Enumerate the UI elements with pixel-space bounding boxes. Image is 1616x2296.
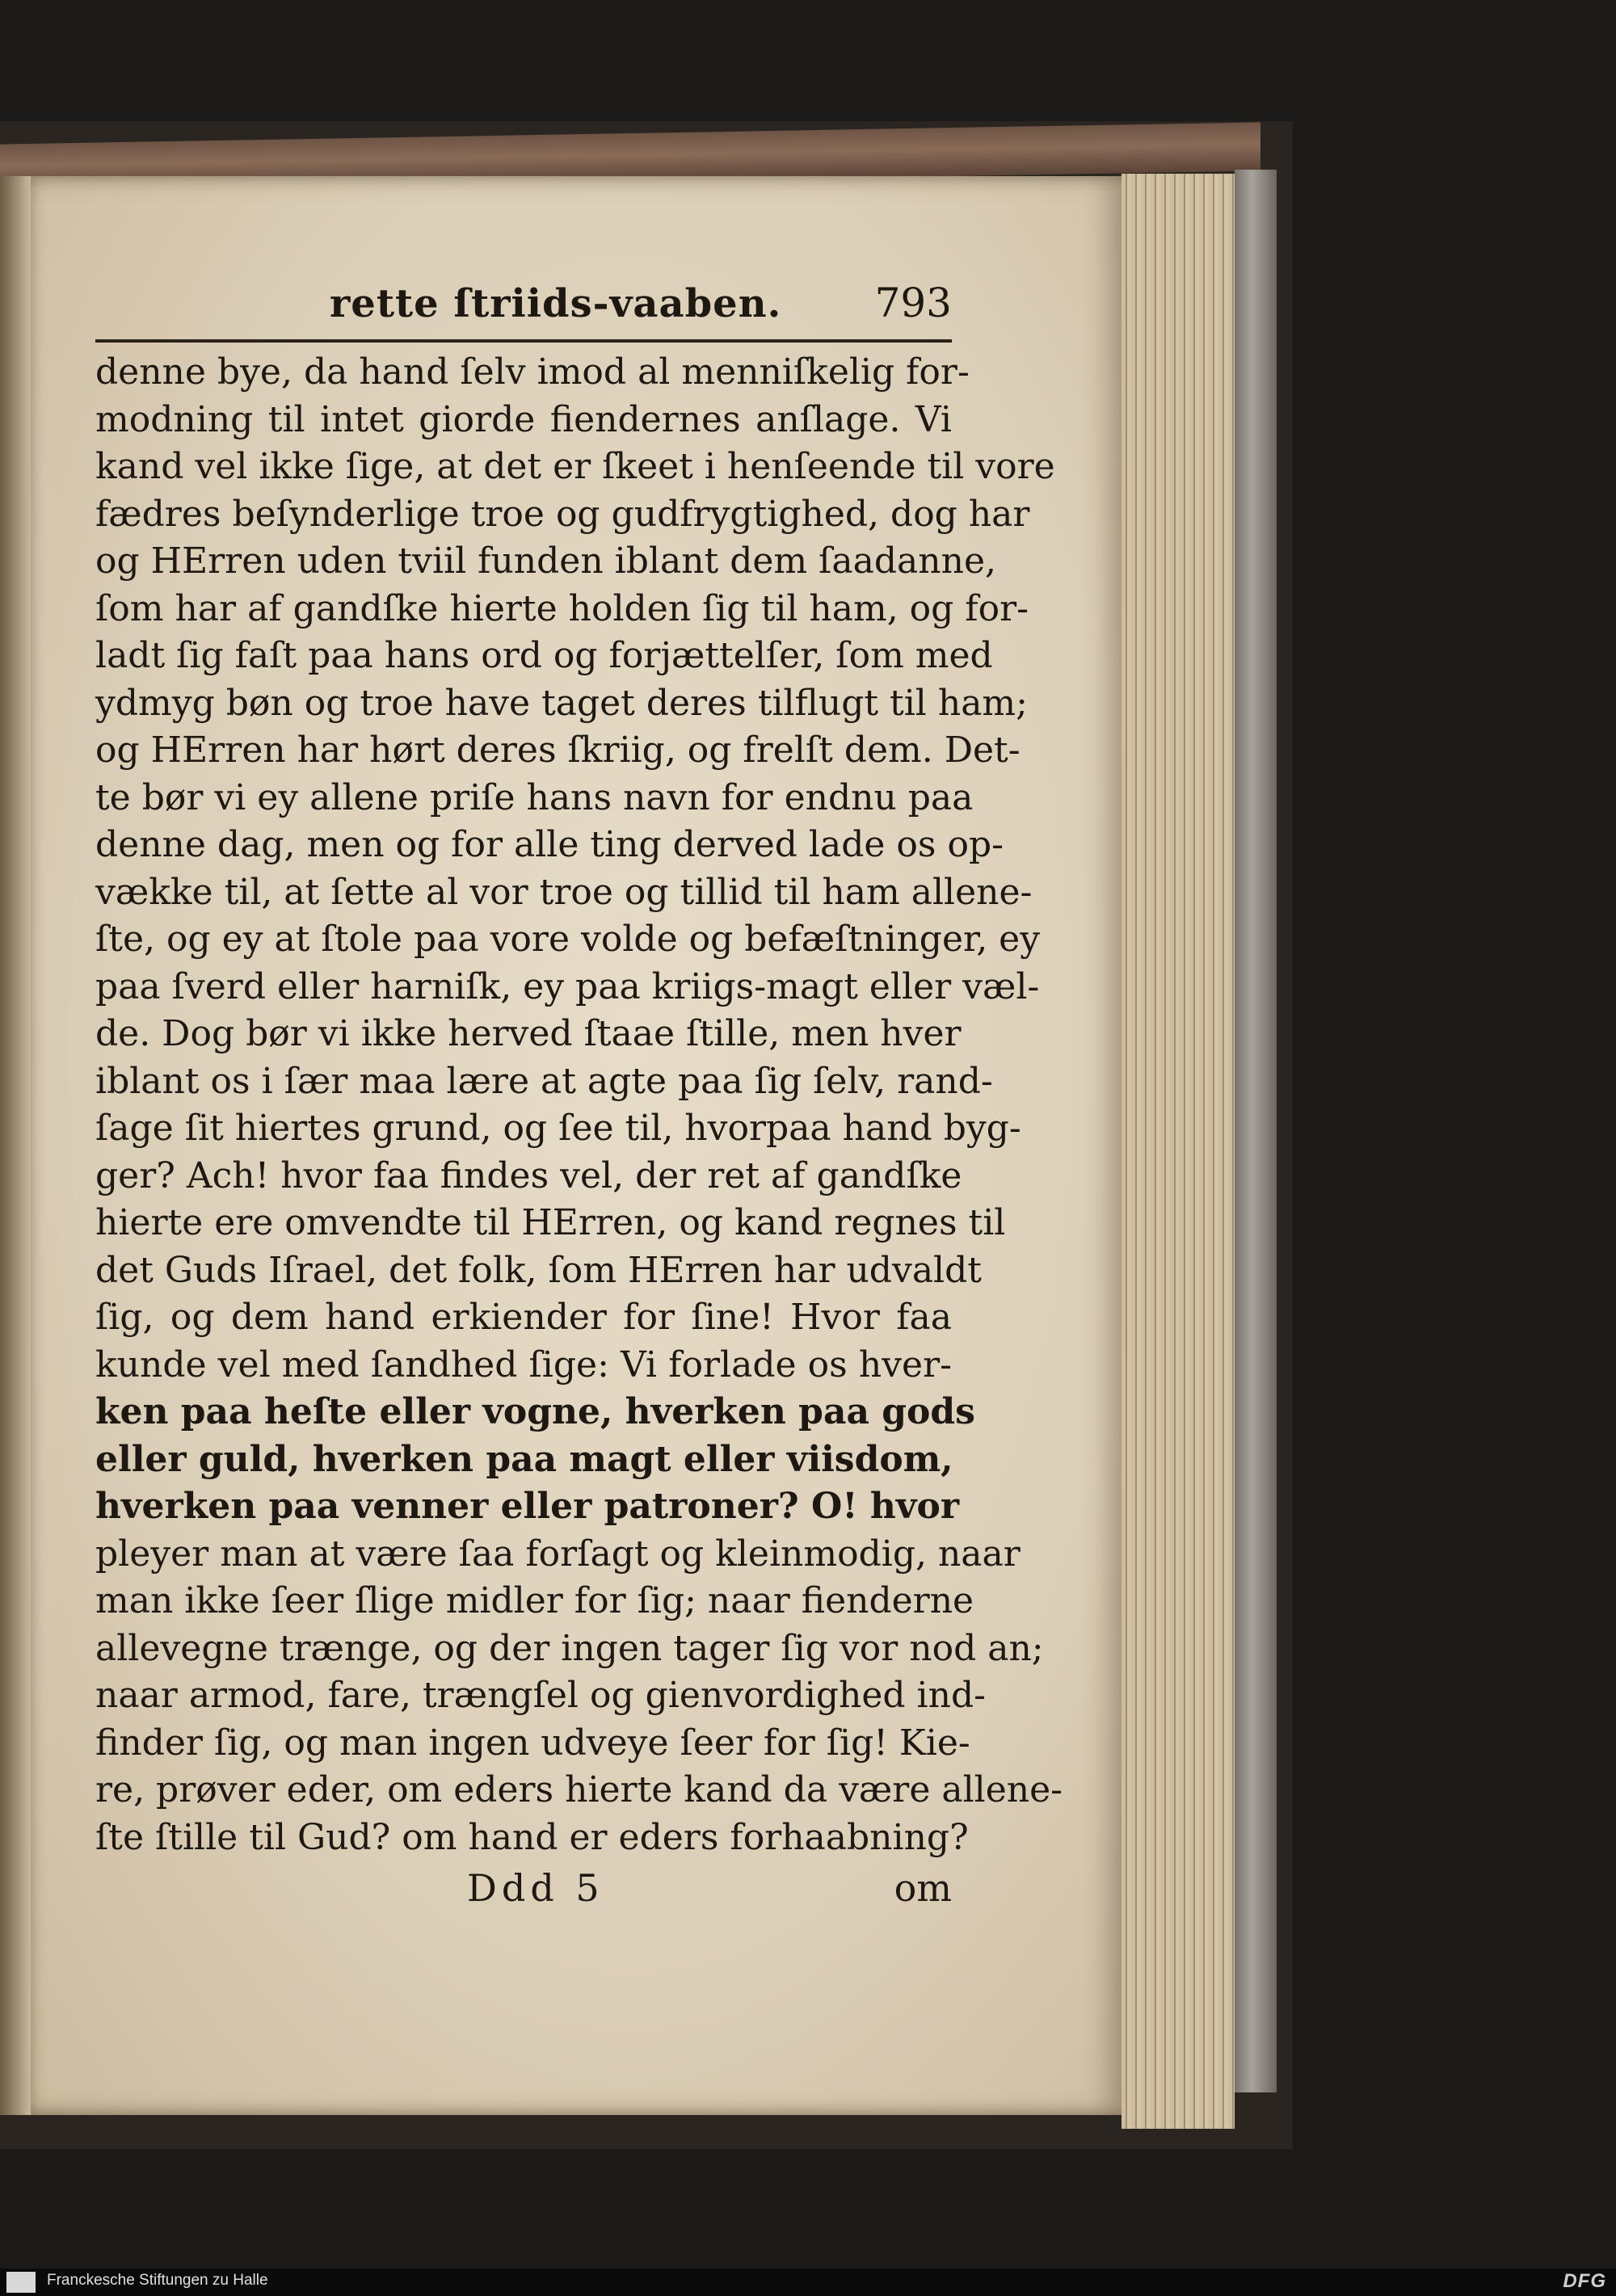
book-spine [1235, 170, 1277, 2092]
page-number: 793 [874, 280, 952, 326]
text-line: hierte ere omvendte til HErren, og kand regnes til [95, 1202, 1006, 1243]
running-head: rette ſtriids-vaaben. [330, 281, 782, 326]
text-line: re, prøver eder, om eders hierte kand da være allene- [95, 1769, 1063, 1810]
text-line: ydmyg bøn og troe have taget deres tilflugt til ham; [95, 682, 1028, 724]
dfg-logo: DFG [1563, 2270, 1606, 2292]
page-content [95, 275, 1063, 1920]
text-line: de. Dog bør vi ikke herved ſtaae ſtille, men hver [95, 1013, 962, 1054]
text-line-emphasis: hverken paa venner eller patroner? O! hvor [95, 1486, 960, 1527]
text-line: allevegne trænge, og der ingen tager ſig vor nod an; [95, 1627, 1044, 1669]
text-line: ſom har af gandſke hierte holden ſig til ham, og for- [95, 587, 1029, 629]
text-line: og HErren uden tviil funden iblant dem ſaadanne, [95, 540, 996, 582]
text-line: man ikke ſeer ſlige midler for ſig; naar fienderne [95, 1580, 974, 1621]
text-line: kand vel ikke ſige, at det er ſkeet i henſeende til vore [95, 446, 1055, 487]
text-line: naar armod, fare, trængſel og gienvordighed ind- [95, 1675, 986, 1716]
text-line: og HErren har hørt deres ſkriig, og frelſt dem. Det- [95, 730, 1021, 771]
text-line: ſte ſtille til Gud? om hand er eders forhaabning? [95, 1816, 969, 1858]
text-line-emphasis: eller guld, hverken paa magt eller viisdom, [95, 1438, 953, 1480]
text-line: ſig, og dem hand erkiender for ſine! Hvor faa [95, 1297, 952, 1338]
text-line: vække til, at ſette al vor troe og tillid til ham allene- [95, 871, 1033, 913]
text-line: fædres beſynderlige troe og gudfrygtighed, dog har [95, 493, 1030, 535]
page-footer [95, 1863, 952, 1920]
text-line: kunde vel med ſandhed ſige: Vi forlade os hver- [95, 1344, 952, 1386]
text-line-emphasis: ken paa heſte eller vogne, hverken paa gods [95, 1391, 975, 1432]
text-line: te bør vi ey allene priſe hans navn for endnu paa [95, 776, 974, 818]
page-gutter [0, 176, 31, 2115]
page-edges [1122, 174, 1235, 2129]
text-line: denne dag, men og for alle ting derved lade os op- [95, 824, 1004, 865]
text-line: modning til intet giorde fiendernes anſlage. Vi [95, 398, 952, 440]
text-line: ger? Ach! hvor faa findes vel, der ret af gandſke [95, 1154, 962, 1196]
text-line: iblant os i ſær maa lære at agte paa ſig ſelv, rand- [95, 1060, 993, 1102]
page-header [95, 275, 952, 343]
text-line: denne bye, da hand ſelv imod al menniſkelig for- [95, 351, 970, 393]
text-line: ſage ſit hiertes grund, og ſee til, hvorpaa hand byg- [95, 1108, 1021, 1149]
library-logo-icon [6, 2272, 36, 2293]
text-line: ſte, og ey at ſtole paa vore volde og befæſtninger, ey [95, 919, 1041, 960]
signature-mark: Ddd 5 [467, 1866, 604, 1910]
library-credit: Franckesche Stiftungen zu Halle [47, 2272, 268, 2289]
text-line: pleyer man at være ſaa forſagt og kleinmodig, naar [95, 1533, 1021, 1575]
text-line: finder ſig, og man ingen udveye ſeer for ſig! Kie- [95, 1722, 970, 1764]
catchword: om [894, 1866, 952, 1910]
text-line: ladt ſig faſt paa hans ord og forjættelſer, ſom med [95, 635, 993, 676]
text-line: paa ſverd eller harniſk, ey paa kriigs-magt eller væl- [95, 965, 1040, 1007]
text-line: det Guds Iſrael, det folk, ſom HErren har udvaldt [95, 1249, 982, 1291]
body-text [95, 349, 1063, 1861]
